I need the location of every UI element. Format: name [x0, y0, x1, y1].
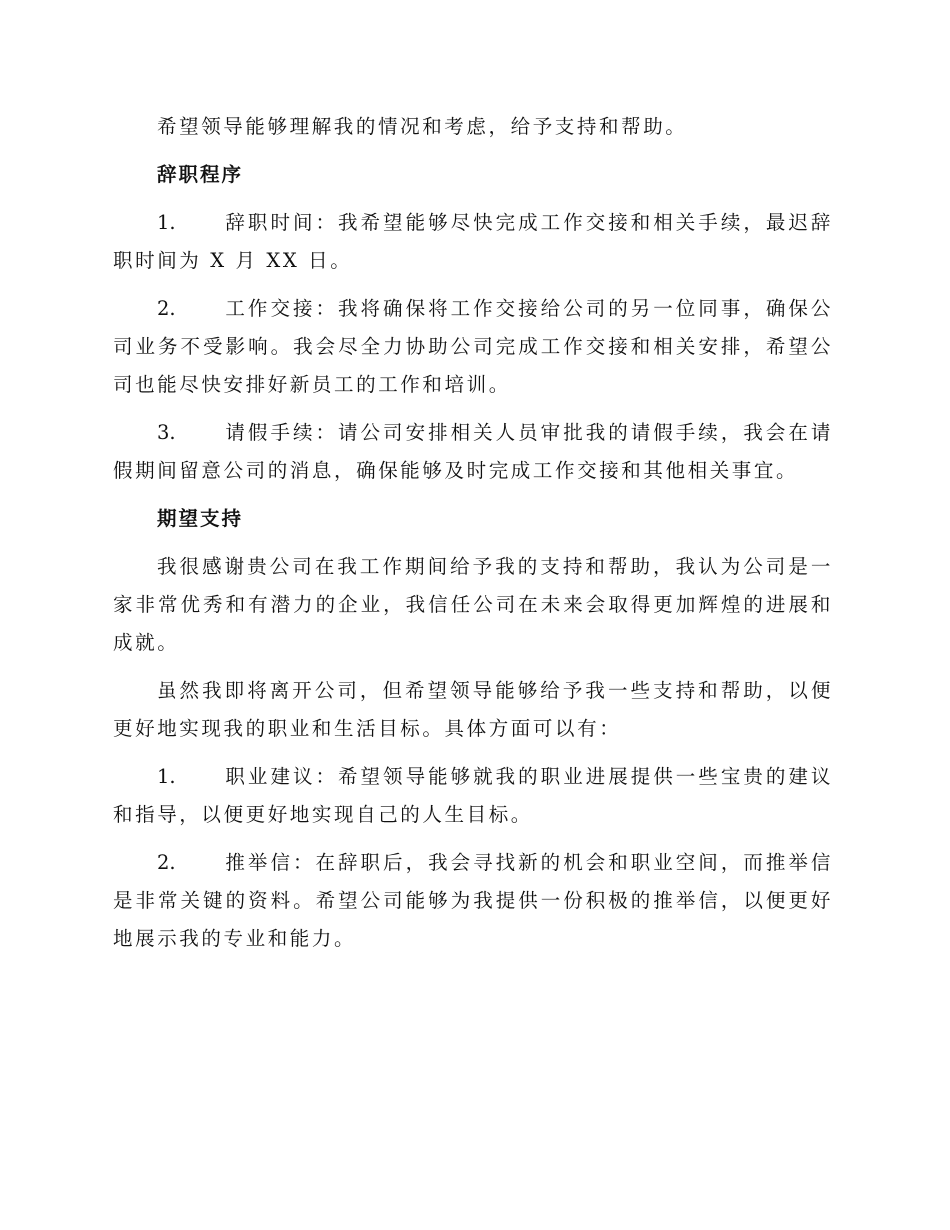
document-body: [113, 108, 833, 968]
list-item: [113, 844, 833, 958]
list-item-number: 2.: [157, 297, 176, 320]
list-item-number: 1.: [157, 765, 176, 788]
list-item-number: 1.: [157, 211, 176, 234]
list-item-text: 工作交接：我将确保将工作交接给公司的另一位同事，确保公司业务不受影响。我会尽全力协助公司完成工作交接和相关安排，希望公司也能尽快安排好新员工的工作和培训。: [113, 297, 833, 396]
list-item: [113, 758, 833, 834]
list-item-text: 辞职时间：我希望能够尽快完成工作交接和相关手续，最迟辞职时间为 X 月 XX 日。: [113, 211, 833, 272]
list-item-number: 2.: [157, 851, 176, 874]
section-heading-expected-support: 期望支持: [157, 507, 244, 530]
intro-paragraph: 希望领导能够理解我的情况和考虑，给予支持和帮助。: [157, 115, 688, 138]
list-item: [113, 414, 833, 490]
section-heading-resignation-procedure: 辞职程序: [157, 163, 244, 186]
body-paragraph: 我很感谢贵公司在我工作期间给予我的支持和帮助，我认为公司是一家非常优秀和有潜力的企业，我信任公司在未来会取得更加辉煌的进展和成就。: [113, 555, 833, 654]
list-item: [113, 290, 833, 404]
list-item-text: 职业建议：希望领导能够就我的职业进展提供一些宝贵的建议和指导，以便更好地实现自己的人生目标。: [113, 765, 833, 826]
body-paragraph: 虽然我即将离开公司，但希望领导能够给予我一些支持和帮助，以便更好地实现我的职业和生活目标。具体方面可以有：: [113, 679, 833, 740]
list-item-text: 请假手续：请公司安排相关人员审批我的请假手续，我会在请假期间留意公司的消息，确保能够及时完成工作交接和其他相关事宜。: [113, 421, 833, 482]
list-item-number: 3.: [157, 421, 176, 444]
list-item: [113, 204, 833, 280]
list-item-text: 推举信：在辞职后，我会寻找新的机会和职业空间，而推举信是非常关键的资料。希望公司能够为我提供一份积极的推举信，以便更好地展示我的专业和能力。: [113, 851, 833, 950]
